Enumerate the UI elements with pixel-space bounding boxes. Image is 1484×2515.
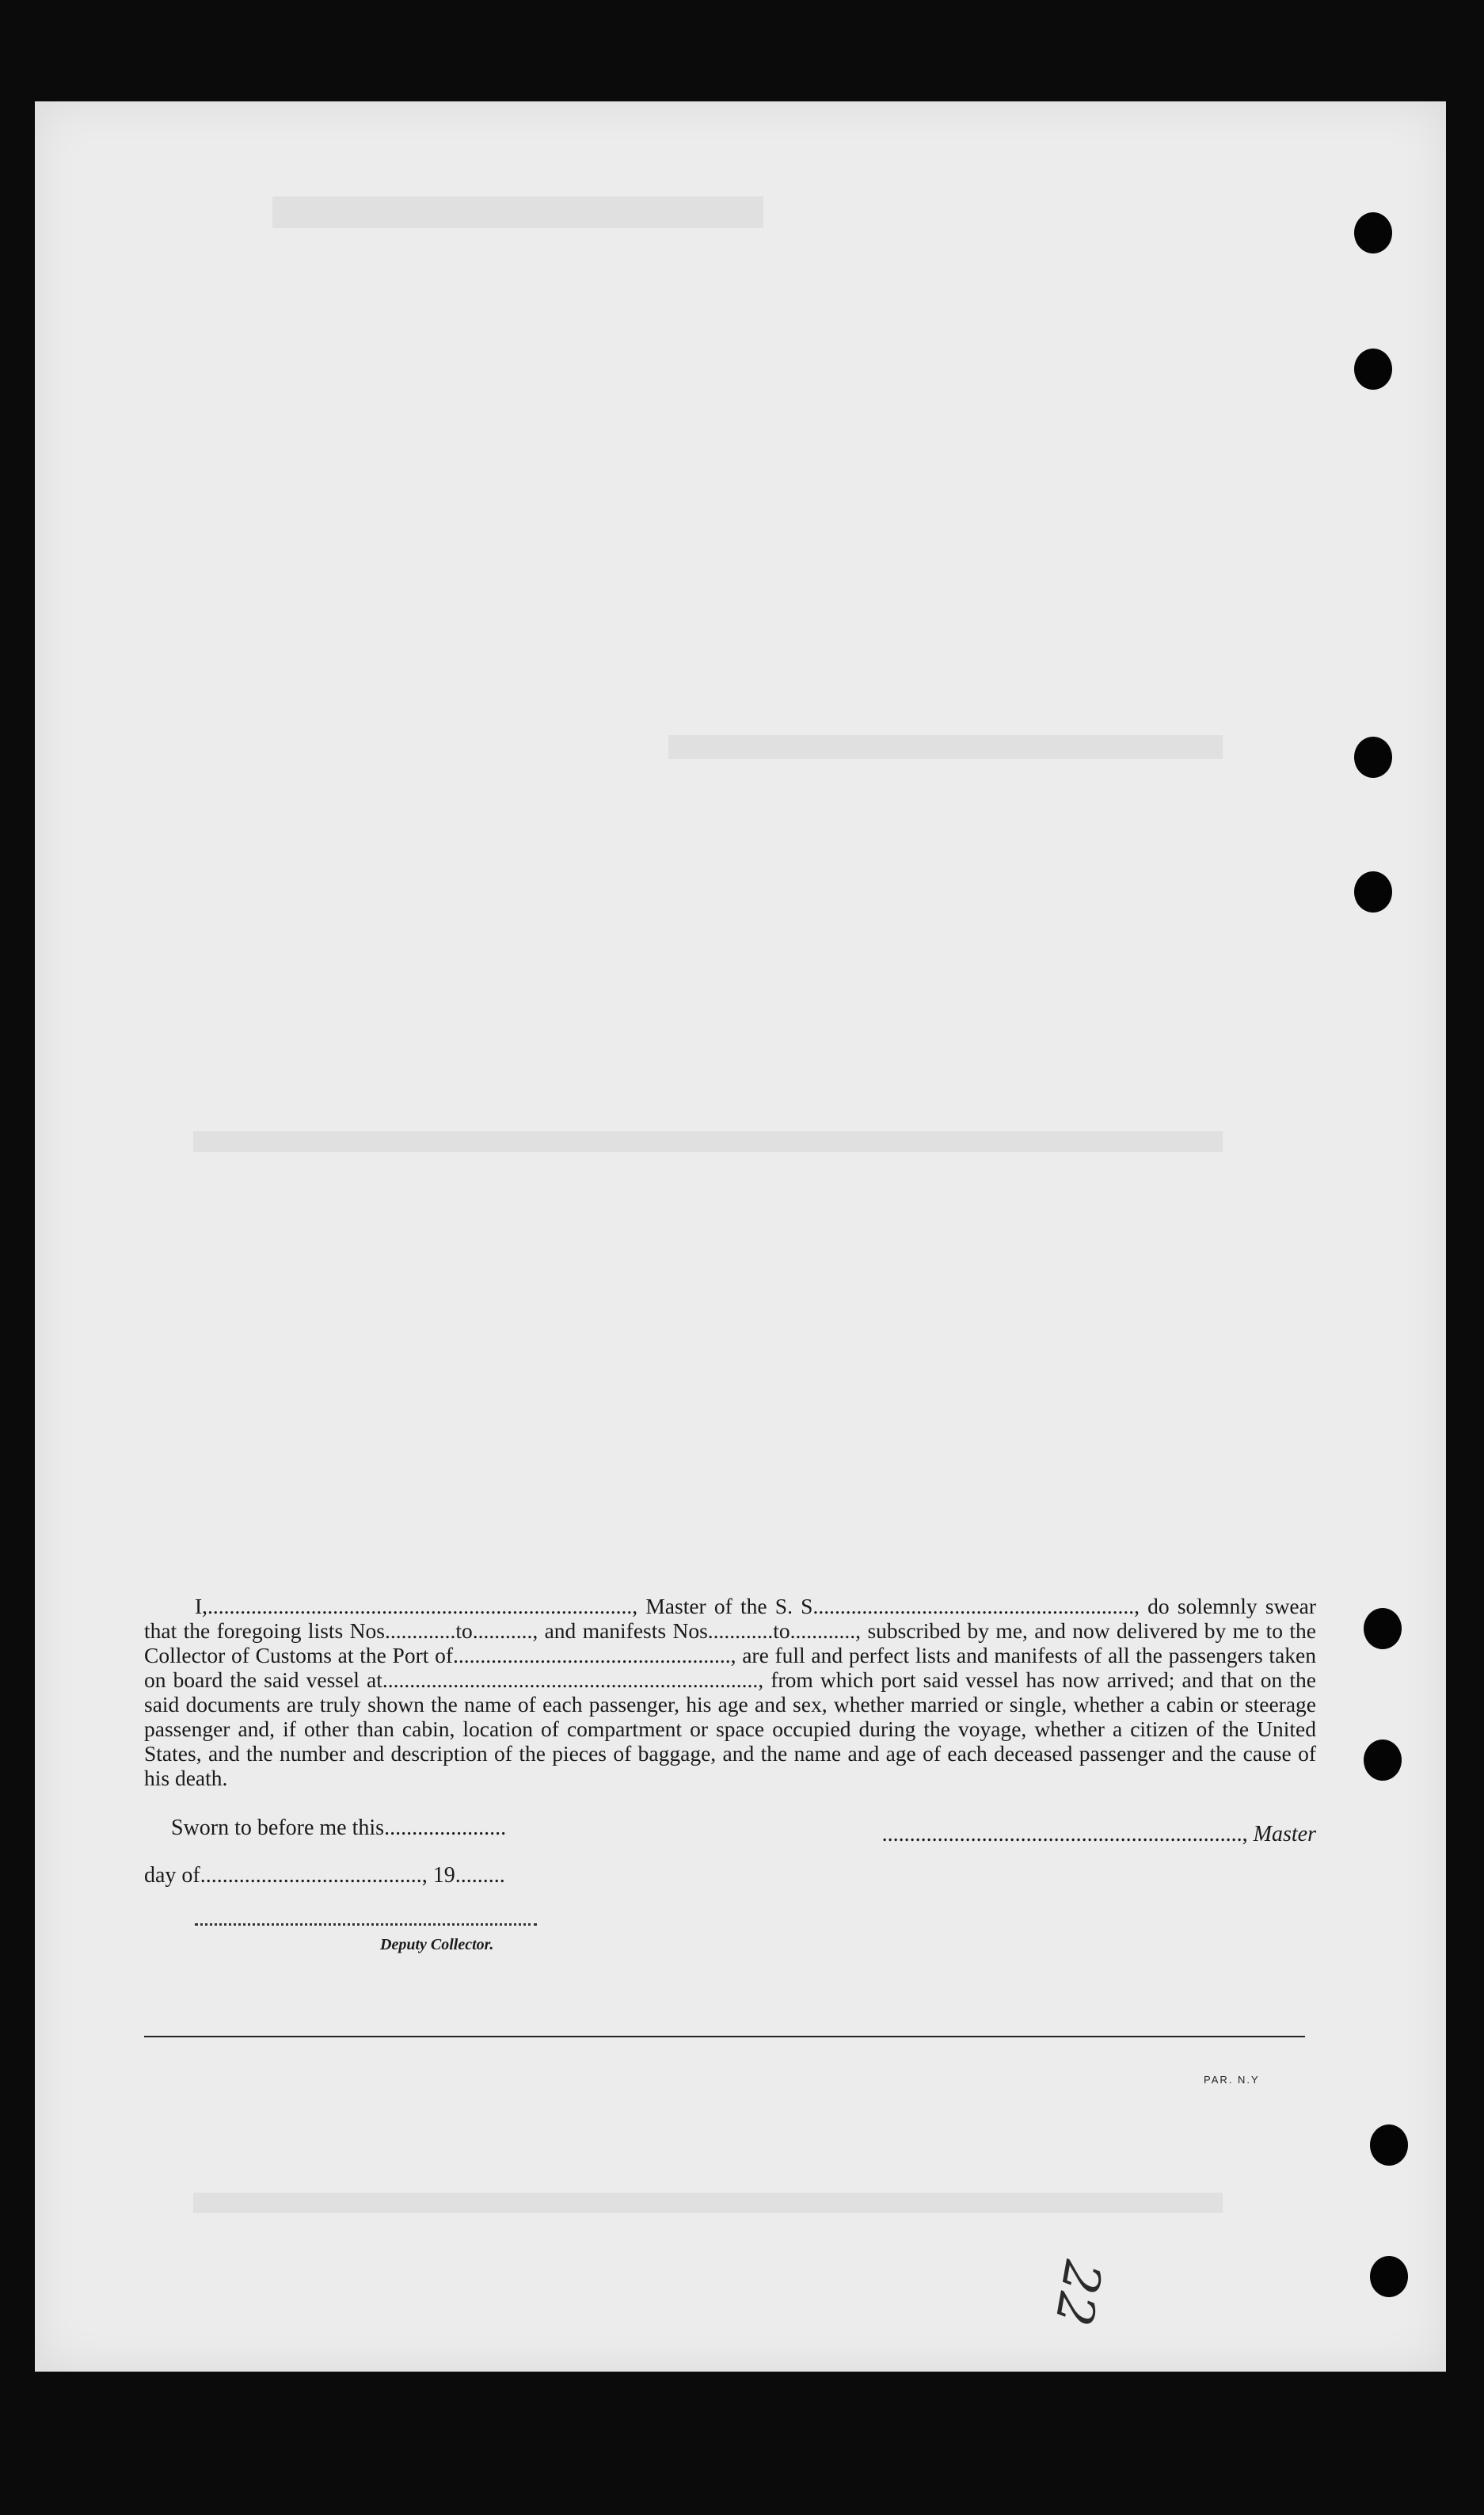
binder-hole — [1354, 349, 1392, 390]
master-dots: ................................................................., — [881, 1822, 1248, 1846]
oath-paragraph: I,.............................................................................., Master of the S. S..........................................................., do solemnly swear that the foregoing lists Nos.............to..........., and manifests Nos............to............, subscribed by me, and now delivered by me to the Collector of Customs at the Port of..................................................., are full and perfect lists and manifests of all the passengers taken on board the said vessel at....................................................................., from which port said vessel has now arrived; and that on the said documents are truly shown the name of each passenger, his age and sex, whether married or single, whether a cabin or steerage passenger and, if other than cabin, location of compartment or space occupied during the voyage, whether a citizen of the United States, and the number and description of the pieces of baggage, and the name and age of each deceased passenger and the cause of his death. — [144, 1594, 1316, 1790]
bleed-through-mark — [193, 2193, 1223, 2213]
binder-hole — [1370, 2256, 1408, 2297]
bleed-through-mark — [272, 196, 763, 228]
handwritten-page-number: 22 — [1043, 2256, 1113, 2330]
bleed-through-mark — [193, 1131, 1223, 1152]
binder-hole — [1364, 1740, 1402, 1781]
document-page — [35, 101, 1446, 2372]
binder-hole — [1354, 212, 1392, 253]
horizontal-rule — [144, 2036, 1305, 2037]
printer-mark: PAR. N.Y — [1204, 2074, 1260, 2086]
sworn-line: Sworn to before me this...................... — [171, 1816, 507, 1840]
binder-hole — [1354, 871, 1392, 913]
master-label: Master — [1253, 1822, 1316, 1846]
deputy-collector-signature-line — [195, 1923, 537, 1926]
binder-hole — [1364, 1608, 1402, 1649]
binder-hole — [1354, 737, 1392, 778]
day-line: day of........................................, 19......... — [144, 1863, 505, 1888]
bleed-through-mark — [668, 735, 1223, 759]
deputy-collector-label: Deputy Collector. — [380, 1936, 494, 1953]
binder-hole — [1370, 2124, 1408, 2166]
master-signature-line — [882, 1822, 1316, 1847]
